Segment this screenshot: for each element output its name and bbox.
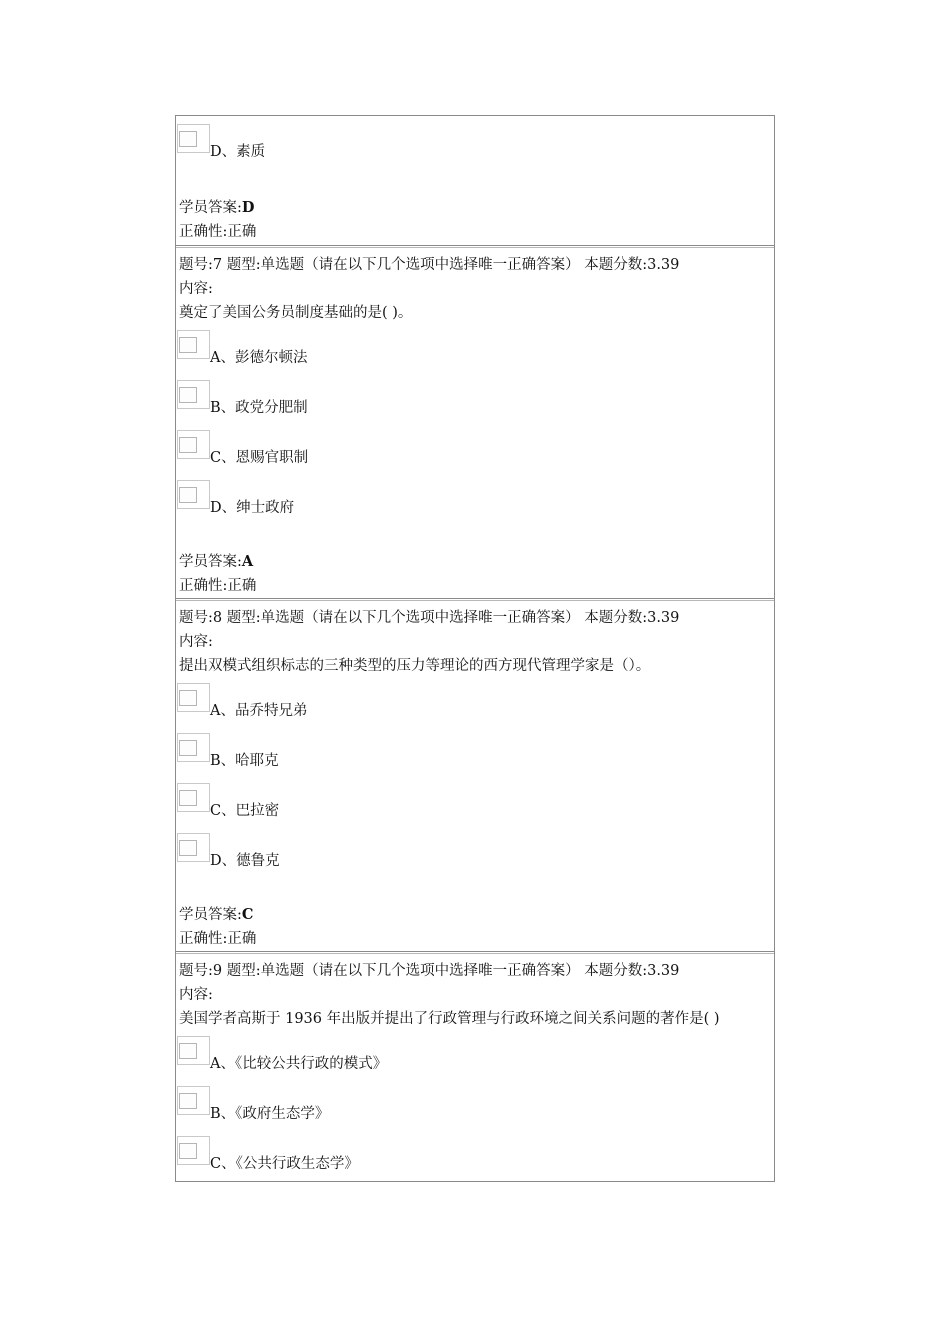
option-label: D、素质 xyxy=(210,144,266,160)
option-label: C、恩赐官职制 xyxy=(210,450,309,466)
quiz-results-frame xyxy=(175,115,775,1182)
question-header: 题号:7 题型:单选题（请在以下几个选项中选择唯一正确答案） 本题分数:3.39 xyxy=(179,257,680,273)
correctness: 正确性:正确 xyxy=(179,931,257,947)
option-label: A、《比较公共行政的模式》 xyxy=(210,1056,388,1072)
option-b[interactable] xyxy=(176,1086,576,1126)
question-text: 奠定了美国公务员制度基础的是( )。 xyxy=(179,305,413,321)
correctness: 正确性:正确 xyxy=(179,224,257,240)
option-checkbox[interactable] xyxy=(177,124,210,152)
option-checkbox[interactable] xyxy=(177,1086,210,1114)
option-b[interactable] xyxy=(176,733,576,773)
option-a[interactable] xyxy=(176,683,576,723)
question-header: 题号:8 题型:单选题（请在以下几个选项中选择唯一正确答案） 本题分数:3.39 xyxy=(179,610,680,626)
option-label: D、德鲁克 xyxy=(210,853,280,869)
option-checkbox[interactable] xyxy=(177,683,210,711)
option-checkbox[interactable] xyxy=(177,783,210,811)
option-c[interactable] xyxy=(176,783,576,823)
option-checkbox[interactable] xyxy=(177,480,210,508)
option-d[interactable] xyxy=(176,124,576,164)
option-a[interactable] xyxy=(176,330,576,370)
option-checkbox[interactable] xyxy=(177,380,210,408)
option-d[interactable] xyxy=(176,480,576,520)
option-label: D、绅士政府 xyxy=(210,500,295,516)
option-checkbox[interactable] xyxy=(177,1136,210,1164)
option-label: B、哈耶克 xyxy=(210,753,279,769)
option-b[interactable] xyxy=(176,380,576,420)
option-label: A、彭德尔顿法 xyxy=(210,350,308,366)
option-label: C、巴拉密 xyxy=(210,803,280,819)
option-checkbox[interactable] xyxy=(177,430,210,458)
question-6-block xyxy=(176,116,774,245)
option-checkbox[interactable] xyxy=(177,330,210,358)
question-9-block xyxy=(176,951,774,1181)
option-checkbox[interactable] xyxy=(177,733,210,761)
correctness: 正确性:正确 xyxy=(179,578,257,594)
option-label: C、《公共行政生态学》 xyxy=(210,1156,359,1172)
option-d[interactable] xyxy=(176,833,576,873)
option-checkbox[interactable] xyxy=(177,1036,210,1064)
question-8-block xyxy=(176,598,774,951)
question-text: 美国学者高斯于 1936 年出版并提出了行政管理与行政环境之间关系问题的著作是( ) xyxy=(179,1011,720,1027)
student-answer: 学员答案:C xyxy=(179,906,254,923)
question-7-block xyxy=(176,245,774,598)
question-header: 题号:9 题型:单选题（请在以下几个选项中选择唯一正确答案） 本题分数:3.39 xyxy=(179,963,680,979)
content-label: 内容: xyxy=(179,281,213,297)
option-label: B、《政府生态学》 xyxy=(210,1106,330,1122)
option-a[interactable] xyxy=(176,1036,576,1076)
student-answer: 学员答案:D xyxy=(179,199,255,216)
content-label: 内容: xyxy=(179,634,213,650)
question-text: 提出双模式组织标志的三种类型的压力等理论的西方现代管理学家是（）。 xyxy=(179,658,651,674)
option-c[interactable] xyxy=(176,1136,576,1176)
option-label: B、政党分肥制 xyxy=(210,400,308,416)
option-label: A、品乔特兄弟 xyxy=(210,703,308,719)
student-answer: 学员答案:A xyxy=(179,553,254,570)
option-checkbox[interactable] xyxy=(177,833,210,861)
option-c[interactable] xyxy=(176,430,576,470)
content-label: 内容: xyxy=(179,987,213,1003)
